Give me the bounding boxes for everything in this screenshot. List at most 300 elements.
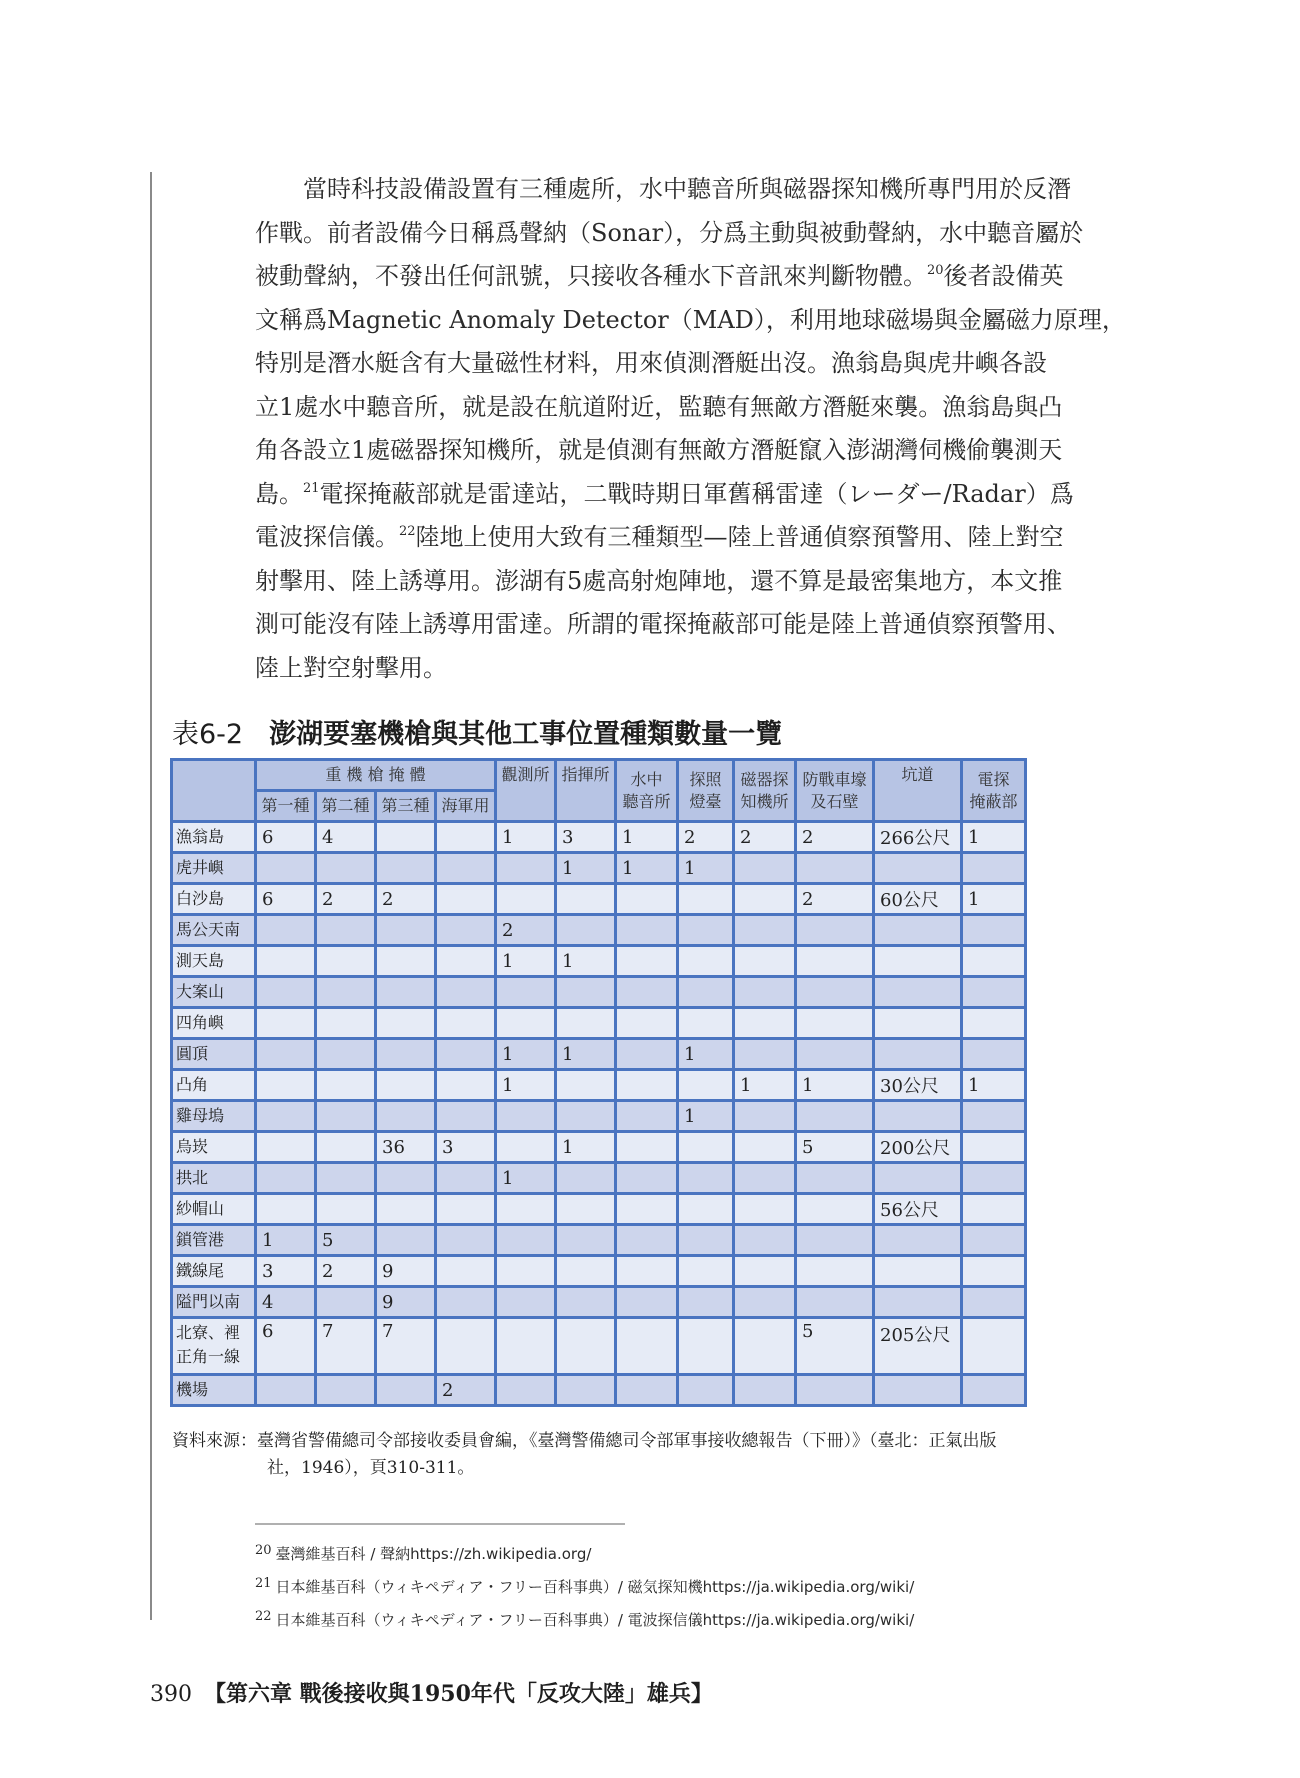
table-cell [678, 977, 734, 1008]
location-name: 鎖管港 [176, 1230, 225, 1249]
header-label: 電探 [977, 769, 1010, 789]
table-cell: 1 [556, 1039, 616, 1070]
footnote-text[interactable]: 臺灣維基百科 / 聲納https://zh.wikipedia.org/ [275, 1545, 592, 1563]
table-cell [256, 1132, 316, 1163]
table-cell [616, 1163, 678, 1194]
table-cell: 30公尺 [874, 1070, 962, 1101]
table-cell [678, 915, 734, 946]
table-cell [734, 977, 796, 1008]
table-cell [376, 1375, 436, 1406]
header-cell [678, 760, 734, 822]
footnote [255, 1536, 1155, 1569]
table-cell [496, 1375, 556, 1406]
table-cell [376, 1008, 436, 1039]
location-name: 測天島 [176, 951, 225, 970]
table-cell [678, 1318, 734, 1375]
table-cell [436, 1070, 496, 1101]
table-cell [556, 1008, 616, 1039]
table-cell [874, 853, 962, 884]
table-cell [436, 977, 496, 1008]
table-cell [496, 884, 556, 915]
table-cell: 1 [556, 946, 616, 977]
text-segment: 後者設備英 [943, 262, 1064, 290]
table-cell [256, 946, 316, 977]
table-cell [796, 1256, 874, 1287]
table-cell [316, 1039, 376, 1070]
table-cell [678, 884, 734, 915]
text-line [255, 473, 1140, 517]
header-label: 及石壁 [810, 791, 859, 811]
table-cell: 2 [796, 884, 874, 915]
table-cell [734, 1256, 796, 1287]
table-cell [616, 1039, 678, 1070]
table-cell [496, 977, 556, 1008]
table-cell: 1 [678, 1039, 734, 1070]
row-location [172, 977, 256, 1008]
header-label: 觀測所 [501, 765, 550, 784]
table-cell [556, 1375, 616, 1406]
table-cell [496, 1287, 556, 1318]
row-location [172, 1008, 256, 1039]
table-row [172, 1070, 1026, 1101]
table-cell [496, 1256, 556, 1287]
row-location [172, 1163, 256, 1194]
table-cell [962, 977, 1026, 1008]
table-cell: 2 [316, 1256, 376, 1287]
text-segment: 作戰。前者設備今日稱爲聲納（Sonar），分爲主動與被動聲納，水中聽音屬於 [255, 218, 1084, 247]
location-name: 正角一線 [176, 1347, 241, 1366]
table-cell [496, 1132, 556, 1163]
row-location [172, 1194, 256, 1225]
table-row [172, 977, 1026, 1008]
footnote [255, 1602, 1155, 1635]
footnote-number: 21 [255, 1576, 272, 1591]
table-cell [796, 946, 874, 977]
text-segment: 島。 [255, 479, 303, 508]
table-cell [734, 1132, 796, 1163]
row-location [172, 1132, 256, 1163]
table-cell [376, 1039, 436, 1070]
table-cell [436, 1039, 496, 1070]
body-paragraph [255, 168, 1140, 690]
table-cell [376, 1194, 436, 1225]
table-cell [496, 1225, 556, 1256]
text-segment: 立1處水中聽音所，就是設在航道附近，監聽有無敵方潛艇來襲。漁翁島與凸 [255, 392, 1063, 421]
table-cell [556, 1070, 616, 1101]
table-cell [796, 1163, 874, 1194]
table-cell [962, 946, 1026, 977]
table-cell [556, 1225, 616, 1256]
table-cell [496, 1008, 556, 1039]
text-line [255, 255, 1140, 299]
subheader-cell: 海軍用 [436, 791, 496, 822]
table-cell [962, 1194, 1026, 1225]
table-cell [316, 1070, 376, 1101]
row-location [172, 853, 256, 884]
header-label: 掩蔽部 [969, 791, 1018, 811]
table-cell [678, 1008, 734, 1039]
table-cell [376, 822, 436, 853]
table-cell [436, 1008, 496, 1039]
table-cell [256, 1101, 316, 1132]
text-line [255, 342, 1140, 386]
text-line [255, 603, 1140, 647]
row-location [172, 1070, 256, 1101]
table-cell: 205公尺 [874, 1318, 962, 1375]
table-cell [256, 1163, 316, 1194]
table-cell [316, 1194, 376, 1225]
header-label: 知機所 [740, 791, 789, 811]
table-cell: 60公尺 [874, 884, 962, 915]
table-cell [376, 946, 436, 977]
table-cell: 6 [256, 822, 316, 853]
text-segment: 文稱爲Magnetic Anomaly Detector（MAD），利用地球磁場與金屬磁力原理， [255, 305, 1126, 334]
table-cell [616, 1101, 678, 1132]
table-cell [796, 1101, 874, 1132]
table-cell [734, 946, 796, 977]
running-header: 【第六章 戰後接收與1950年代「反攻大陸」雄兵】 [204, 1681, 713, 1707]
table-cell [962, 1225, 1026, 1256]
header-cell [616, 760, 678, 822]
table-cell [796, 977, 874, 1008]
table-cell [436, 884, 496, 915]
table-cell [678, 1287, 734, 1318]
footnote-ref[interactable]: 20 [927, 263, 944, 278]
table-row [172, 1039, 1026, 1070]
header-cell [734, 760, 796, 822]
row-location [172, 1256, 256, 1287]
table-cell [734, 853, 796, 884]
table-cell [496, 1101, 556, 1132]
table-cell: 5 [796, 1132, 874, 1163]
header-cell [556, 760, 616, 822]
table-cell: 1 [496, 1163, 556, 1194]
table-cell: 1 [496, 822, 556, 853]
location-name: 拱北 [176, 1168, 209, 1187]
table-cell [256, 1375, 316, 1406]
table-cell [796, 915, 874, 946]
text-segment: 陸地上使用大致有三種類型—陸上普通偵察預警用、陸上對空 [415, 523, 1064, 551]
footnotes [255, 1536, 1155, 1635]
footnote-number: 22 [255, 1609, 272, 1624]
table-row [172, 1225, 1026, 1256]
location-name: 圓頂 [176, 1044, 209, 1063]
location-name: 四角嶼 [176, 1013, 225, 1032]
text-line [255, 516, 1140, 560]
table-cell [616, 1070, 678, 1101]
table-row [172, 946, 1026, 977]
footnote-text[interactable]: 日本維基百科（ウィキペディア・フリー百科事典）/ 電波探信儀https://ja.wikipedia.org/wiki/ [275, 1611, 915, 1629]
location-name: 凸角 [176, 1075, 209, 1094]
table-row [172, 1194, 1026, 1225]
table-cell: 1 [256, 1225, 316, 1256]
table-cell [556, 1256, 616, 1287]
table-cell: 4 [316, 822, 376, 853]
table-cell: 9 [376, 1256, 436, 1287]
header-corner [172, 760, 256, 822]
table-cell [616, 884, 678, 915]
table-cell [376, 1070, 436, 1101]
table-cell [616, 1256, 678, 1287]
text-segment: 測可能沒有陸上誘導用雷達。所謂的電探掩蔽部可能是陸上普通偵察預警用、 [255, 610, 1071, 638]
row-location [172, 1375, 256, 1406]
table-cell [874, 1256, 962, 1287]
table-cell [256, 1039, 316, 1070]
table-cell [316, 853, 376, 884]
text-segment: 當時科技設備設置有三種處所，水中聽音所與磁器探知機所專門用於反潛 [303, 175, 1071, 203]
table-cell [436, 822, 496, 853]
table-cell: 2 [796, 822, 874, 853]
table-source-note [172, 1428, 1140, 1482]
table-cell [874, 915, 962, 946]
table-cell: 36 [376, 1132, 436, 1163]
table-row [172, 853, 1026, 884]
table-cell [678, 1225, 734, 1256]
table-cell [436, 915, 496, 946]
location-name: 漁翁島 [176, 827, 225, 846]
table-cell [556, 915, 616, 946]
header-cell [496, 760, 556, 822]
text-line [255, 168, 1140, 212]
table-cell [874, 1225, 962, 1256]
table-cell [616, 977, 678, 1008]
table-row [172, 1163, 1026, 1194]
header-group: 重 機 槍 掩 體 [256, 760, 496, 791]
table-cell [556, 1194, 616, 1225]
table-cell: 2 [496, 915, 556, 946]
text-segment: 電探掩蔽部就是雷達站，二戰時期日軍舊稱雷達（レーダー/Radar）爲 [319, 479, 1074, 508]
table-cell [616, 1132, 678, 1163]
header-cell [796, 760, 874, 822]
table-cell [436, 946, 496, 977]
text-segment: 角各設立1處磁器探知機所，就是偵測有無敵方潛艇竄入澎湖灣伺機偷襲測天 [255, 436, 1063, 464]
footnote-number: 20 [255, 1543, 272, 1558]
header-cell [874, 760, 962, 822]
table-row [172, 915, 1026, 946]
table-cell: 1 [556, 853, 616, 884]
table-cell [678, 946, 734, 977]
table-cell [678, 1163, 734, 1194]
table-cell: 1 [678, 1101, 734, 1132]
table-cell [734, 1163, 796, 1194]
row-location [172, 915, 256, 946]
table-cell [556, 884, 616, 915]
table-row [172, 1375, 1026, 1406]
table-cell [796, 1225, 874, 1256]
location-name: 虎井嶼 [176, 858, 225, 877]
header-cell [962, 760, 1026, 822]
row-location [172, 884, 256, 915]
text-segment: 被動聲納，不發出任何訊號，只接收各種水下音訊來判斷物體。 [255, 262, 927, 290]
table-cell [734, 1194, 796, 1225]
text-line [255, 299, 1140, 343]
header-label: 燈臺 [689, 791, 722, 811]
table-cell [616, 915, 678, 946]
table-cell [616, 1287, 678, 1318]
row-location [172, 1101, 256, 1132]
table-cell [734, 884, 796, 915]
location-name: 白沙島 [176, 889, 225, 908]
table-cell [962, 1287, 1026, 1318]
table-cell [678, 1194, 734, 1225]
table-cell: 3 [436, 1132, 496, 1163]
table-cell: 5 [796, 1318, 874, 1375]
table-cell [436, 1163, 496, 1194]
text-line [255, 560, 1140, 604]
table-cell: 5 [316, 1225, 376, 1256]
text-line [255, 386, 1140, 430]
header-label: 防戰車壕 [802, 769, 867, 789]
table-caption [172, 712, 782, 751]
table-cell [556, 977, 616, 1008]
table-cell [734, 1008, 796, 1039]
table-cell [962, 1101, 1026, 1132]
table-cell: 1 [734, 1070, 796, 1101]
source-text: 資料來源：臺灣省警備總司令部接收委員會編，《臺灣警備總司令部軍事接收總報告（下冊）》（臺北：正氣出版 [172, 1431, 997, 1451]
table-cell [796, 1375, 874, 1406]
table-number: 表6-2 [172, 719, 244, 750]
table-cell: 6 [256, 1318, 316, 1375]
row-location [172, 1039, 256, 1070]
table-cell: 1 [556, 1132, 616, 1163]
table-cell [734, 1318, 796, 1375]
row-location [172, 1225, 256, 1256]
table-cell [678, 1132, 734, 1163]
header-label: 磁器探 [740, 769, 789, 789]
table-cell [796, 1008, 874, 1039]
subheader-cell: 第三種 [376, 791, 436, 822]
table-cell [436, 1225, 496, 1256]
table-cell [436, 1101, 496, 1132]
table-cell [556, 1163, 616, 1194]
table-cell [556, 1101, 616, 1132]
table-cell [874, 946, 962, 977]
table-cell: 1 [678, 853, 734, 884]
table-cell: 266公尺 [874, 822, 962, 853]
margin-rule [150, 172, 152, 1620]
table-cell: 2 [734, 822, 796, 853]
table-cell [316, 1101, 376, 1132]
table-cell: 2 [436, 1375, 496, 1406]
table-cell [316, 1287, 376, 1318]
table-cell [734, 1225, 796, 1256]
table-cell [376, 1101, 436, 1132]
table-row [172, 1256, 1026, 1287]
table-cell [962, 1163, 1026, 1194]
table-cell [436, 1194, 496, 1225]
table-cell: 2 [678, 822, 734, 853]
footnote-ref[interactable]: 21 [303, 480, 320, 496]
table-cell [734, 1287, 796, 1318]
table-cell: 1 [962, 822, 1026, 853]
table-cell [678, 1070, 734, 1101]
location-name: 鐵線尾 [176, 1261, 225, 1280]
table-cell [678, 1375, 734, 1406]
table-cell [874, 1101, 962, 1132]
header-label: 坑道 [901, 765, 934, 784]
table-cell [436, 1256, 496, 1287]
text-line [255, 429, 1140, 473]
table-row [172, 822, 1026, 853]
table-cell [616, 1194, 678, 1225]
header-row [172, 760, 1026, 791]
footnote-text[interactable]: 日本維基百科（ウィキペディア・フリー百科事典）/ 磁気探知機https://ja.wikipedia.org/wiki/ [275, 1578, 915, 1596]
table-cell [256, 853, 316, 884]
text-segment: 電波探信儀。 [255, 523, 399, 551]
location-name: 大案山 [176, 982, 225, 1001]
footnote-divider [255, 1523, 625, 1525]
table-cell: 1 [496, 946, 556, 977]
table-cell [316, 977, 376, 1008]
table-cell [874, 1163, 962, 1194]
table-cell [962, 1318, 1026, 1375]
page-footer [150, 1677, 713, 1708]
header-label: 聽音所 [622, 791, 671, 811]
table-cell [874, 1375, 962, 1406]
table-cell [962, 1256, 1026, 1287]
location-name: 紗帽山 [176, 1199, 225, 1218]
table-cell [874, 1287, 962, 1318]
table-cell [616, 946, 678, 977]
table-cell [874, 1008, 962, 1039]
table-cell: 2 [316, 884, 376, 915]
table-cell: 1 [962, 884, 1026, 915]
table-cell [316, 915, 376, 946]
table-cell [376, 977, 436, 1008]
location-name: 機場 [176, 1380, 209, 1399]
table-cell: 6 [256, 884, 316, 915]
table-cell [316, 1163, 376, 1194]
location-name: 馬公天南 [176, 920, 241, 939]
table-cell: 1 [496, 1070, 556, 1101]
row-location [172, 822, 256, 853]
table-cell: 1 [796, 1070, 874, 1101]
page-number: 390 [150, 1682, 192, 1707]
header-label: 水中 [630, 769, 663, 789]
table-cell [436, 853, 496, 884]
table-cell [616, 1318, 678, 1375]
table-cell [734, 1039, 796, 1070]
table-cell [678, 1256, 734, 1287]
table-cell [316, 1375, 376, 1406]
table-cell [874, 1039, 962, 1070]
table-cell [496, 853, 556, 884]
table-row [172, 1318, 1026, 1375]
footnote-ref[interactable]: 22 [399, 524, 416, 539]
table-cell: 7 [376, 1318, 436, 1375]
header-label: 指揮所 [561, 765, 610, 784]
table-cell [962, 1132, 1026, 1163]
source-text: 社，1946），頁310-311。 [267, 1458, 475, 1478]
table-cell: 2 [376, 884, 436, 915]
table-row [172, 1132, 1026, 1163]
data-table [170, 758, 1027, 1407]
text-line [255, 212, 1140, 256]
table-cell [874, 977, 962, 1008]
table-cell [376, 1163, 436, 1194]
table-cell: 9 [376, 1287, 436, 1318]
table-cell [496, 1318, 556, 1375]
table-cell [376, 915, 436, 946]
table-row [172, 1101, 1026, 1132]
table-cell: 7 [316, 1318, 376, 1375]
table-title: 澎湖要塞機槍與其他工事位置種類數量一覽 [269, 719, 783, 750]
text-segment: 特別是潛水艇含有大量磁性材料，用來偵測潛艇出沒。漁翁島與虎井嶼各設 [255, 349, 1047, 377]
table-cell: 1 [616, 822, 678, 853]
table-row [172, 1287, 1026, 1318]
table-cell [962, 1008, 1026, 1039]
table-cell [734, 1101, 796, 1132]
